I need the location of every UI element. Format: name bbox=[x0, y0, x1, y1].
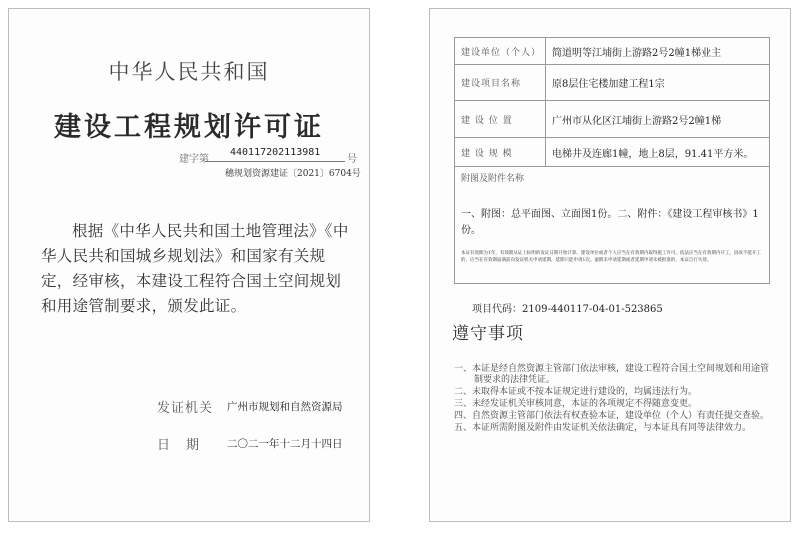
row-label-scale: 建 设 规 模 bbox=[455, 138, 546, 167]
date-label: 日期 bbox=[157, 438, 216, 453]
certificate-cover-page bbox=[8, 8, 370, 522]
issuer-value: 广州市规划和自然资源局 bbox=[227, 401, 343, 413]
table-row bbox=[455, 167, 770, 284]
country-name: 中华人民共和国 bbox=[108, 60, 270, 84]
row-value-location: 广州市从化区江埔街上游路2号2幢1梯 bbox=[546, 101, 770, 138]
validity-note: 本证有效期为1年，有效期从证上标明的发证日期开始计算。建设单位或者个人应当在有效期内取得施工许可。依法应当在有效期内开工，因故不能开工的，应当在有效期届满前向发证机关申请延期，延期只能申请1次。逾期未申请延期或者延期申请未被批准的，本证自行失效。 bbox=[461, 251, 761, 263]
row-value-project-name: 原8层住宅楼加建工程1宗 bbox=[546, 65, 770, 101]
table-row bbox=[455, 38, 770, 65]
row-label-project-name: 建设项目名称 bbox=[455, 65, 546, 101]
certificate-serial: 穗规划资源建证〔2021〕6704号 bbox=[225, 169, 361, 179]
issue-date: 二〇二一年十二月十四日 bbox=[227, 438, 343, 450]
project-info-table bbox=[454, 37, 770, 284]
table-row bbox=[455, 65, 770, 101]
rules-list bbox=[454, 364, 774, 435]
list-item: 四、自然资源主管部门依法有权查验本证，建设单位（个人）有责任提交查验。 bbox=[454, 411, 770, 421]
certificate-number-underline bbox=[205, 161, 345, 162]
table-row bbox=[455, 101, 770, 138]
attachments-cell bbox=[455, 167, 770, 284]
list-item: 一、本证是经自然资源主管部门依法审核，建设工程符合国土空间规划和用途管制要求的法律凭证。 bbox=[454, 364, 770, 385]
list-item: 五、本证所需附图及附件由发证机关依法确定，与本证具有同等法律效力。 bbox=[454, 423, 752, 433]
list-item: 二、未取得本证或不按本证规定进行建设的，均属违法行为。 bbox=[454, 387, 698, 397]
attachments-label: 附图及附件名称 bbox=[461, 174, 525, 184]
row-value-builder: 简道明等江埔街上游路2号2幢1梯业主 bbox=[546, 38, 770, 65]
certificate-number: 440117202113981 bbox=[230, 147, 321, 158]
certificate-detail-page bbox=[429, 8, 791, 522]
certificate-statement: 根据《中华人民共和国土地管理法》《中华人民共和国城乡规划法》和国家有关规定，经审核，本建设工程符合国土空间规划和用途管制要求，颁发此证。 bbox=[41, 222, 349, 315]
certificate-number-suffix: 号 bbox=[347, 154, 357, 165]
certificate-number-label: 建字第 bbox=[179, 154, 209, 165]
list-item: 三、未经发证机关审核同意，本证的各项规定不得随意变更。 bbox=[454, 399, 698, 409]
rules-title: 遵守事项 bbox=[452, 324, 524, 344]
row-label-builder: 建设单位（个人） bbox=[455, 38, 546, 65]
row-label-location: 建 设 位 置 bbox=[455, 101, 546, 138]
project-code: 项目代码：2109-440117-04-01-523865 bbox=[472, 304, 663, 315]
certificate-title: 建设工程规划许可证 bbox=[54, 112, 324, 143]
issuer-label: 发证机关 bbox=[157, 401, 214, 416]
row-value-scale: 电梯井及连廊1幢，地上8层，91.41平方米。 bbox=[546, 138, 770, 167]
table-row bbox=[455, 138, 770, 167]
attachments-list: 一、附图：总平面图、立面图1份。二、附件：《建设工程审核书》1份。 bbox=[461, 209, 759, 236]
